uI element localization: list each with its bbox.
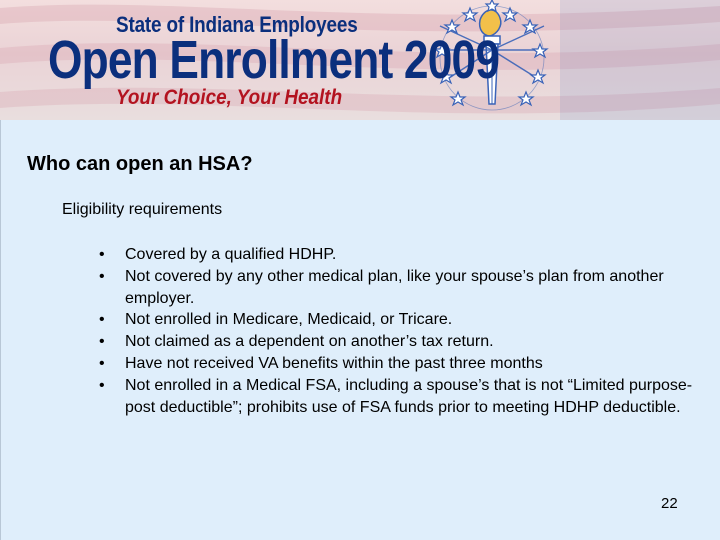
bullet-icon: • [99,311,105,329]
list-item: • Not enrolled in Medicare, Medicaid, or Tricare. [97,309,697,331]
bullet-icon: • [99,354,105,372]
banner-org-name: State of Indiana Employees [116,12,358,37]
banner-headline: Open Enrollment 2009 [48,30,500,90]
list-item: • Not covered by any other medical plan, like your spouse’s plan from another employer. [99,267,664,307]
banner-tagline: Your Choice, Your Health [116,86,343,109]
page-number: 22 [661,495,678,512]
header-banner [0,0,720,120]
bullet-icon: • [99,246,105,263]
bullet-icon: • [99,267,105,285]
slide-body [0,120,720,540]
list-item: • Not claimed as a dependent on another’s tax return. [97,331,697,353]
eligibility-list [97,244,697,418]
list-item: • Not enrolled in a Medical FSA, including a spouse’s that is not “Limited purpose-post deductible”; prohibits use of FSA funds prior to meeting HDHP deductible. [99,376,693,416]
list-item: • Have not received VA benefits within the past three months [97,353,697,375]
list-item: • Covered by a qualified HDHP. [97,244,697,266]
slide-subtitle: Eligibility requirements [62,201,223,218]
bullet-icon: • [99,376,105,394]
bullet-icon: • [99,333,105,351]
slide-title: Who can open an HSA? [27,153,253,175]
